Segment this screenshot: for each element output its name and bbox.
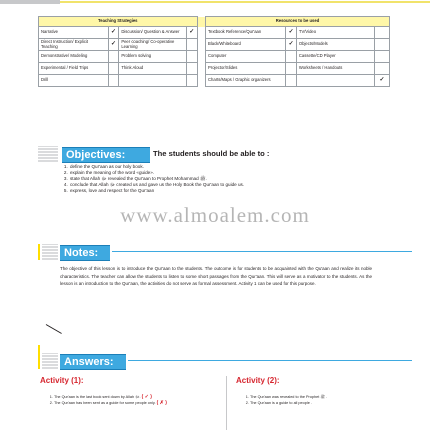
activity2-title: Activity (2): xyxy=(236,376,280,385)
tick-cell xyxy=(375,39,390,51)
table-row xyxy=(39,27,390,39)
resource-cell xyxy=(296,75,374,87)
answer-text: The Qur'aan has been sent as a guide for some people only. xyxy=(54,401,156,405)
tick-cell xyxy=(186,75,197,87)
list-item xyxy=(54,400,228,406)
true-mark: ( ✓ ) xyxy=(141,394,152,400)
top-decoration xyxy=(0,0,430,8)
list-item: 2. explain the meaning of the word «guide». xyxy=(69,170,369,176)
answer-text: The Qur'aan is the last book sent down by Allah ﷻ. xyxy=(54,395,141,399)
notes-title: Notes: xyxy=(60,245,110,261)
list-item: 1. The Qur'aan was revealed to the Prophet ﷺ . xyxy=(250,394,400,400)
activity1-title: Activity (1): xyxy=(40,376,84,385)
tick-cell xyxy=(186,39,197,51)
strategy-cell: Direct Instruction/ Explicit Teaching xyxy=(39,39,109,51)
activity2-list xyxy=(242,394,400,406)
header-resources: Resources to be used xyxy=(206,17,390,27)
tick-cell xyxy=(186,63,197,75)
strategy-cell: Experimental / Field Trips xyxy=(39,63,109,75)
table-row xyxy=(39,63,390,75)
list-item: 5. express, love and respect for the Qur'aan xyxy=(69,188,369,194)
notes-rule xyxy=(112,251,412,252)
resource-cell: Computer xyxy=(206,51,286,63)
resource-cell: Textbook Reference/Qur'aan xyxy=(206,27,286,39)
table-header-row xyxy=(39,17,390,27)
answers-rule xyxy=(128,360,412,361)
header-stripe xyxy=(38,146,58,162)
tick-cell xyxy=(375,51,390,63)
resource-cell: Charts/Maps / Graphic organizers xyxy=(206,75,286,87)
table-row xyxy=(39,39,390,51)
strategies-table xyxy=(38,16,390,87)
resource-cell: Worksheets / Handouts xyxy=(296,63,374,75)
list-item: 2. The Qur'aan is a guide to all people . xyxy=(250,400,400,406)
answers-pointer-line xyxy=(46,324,62,334)
strategy-cell: Narrative xyxy=(39,27,109,39)
top-grey-bar xyxy=(0,0,60,4)
activity1-list xyxy=(46,394,228,406)
tick-cell xyxy=(375,27,390,39)
objectives-intro: The students should be able to : xyxy=(153,149,270,158)
objectives-header xyxy=(38,146,388,162)
answers-header xyxy=(42,353,382,369)
tick-cell: ✓ xyxy=(108,27,119,39)
resource-cell: Cassette/CD Player xyxy=(296,51,374,63)
false-mark: ( ✗ ) xyxy=(156,400,167,406)
tick-cell xyxy=(108,63,119,75)
tick-cell: ✓ xyxy=(186,27,197,39)
tick-cell: ✓ xyxy=(286,39,297,51)
answers-title: Answers: xyxy=(60,354,126,370)
list-item: 4. conclude that Allah ﷻ created us and gave us the Holy Book the Qur'aan to guide us. xyxy=(69,182,369,188)
top-yellow-line xyxy=(60,1,430,3)
objectives-title: Objectives: xyxy=(62,147,150,163)
notes-yellow-bar xyxy=(38,244,40,260)
list-item: 1. define the Qur'aan as our holy book. xyxy=(69,164,369,170)
notes-text: The objective of this lesson is to introduce the Qur'aan to the students. The outcome is for students to be acquainted with the Qu'aan and realize its noble characteristics. The teacher can allow the students to listen to some short passages from the Qur'aan. This will serve as a motivator to the students. As the lesson is an introduction to the Qur'aan, the activities do not serve as formal assessment. Activity 1 can be used for this purpose. xyxy=(60,266,372,287)
tick-cell xyxy=(108,51,119,63)
watermark: www.almoalem.com xyxy=(120,203,310,227)
strategy-cell: Peer coaching/ Co-operative Learning xyxy=(119,39,187,51)
strategy-cell: Think Aloud xyxy=(119,63,187,75)
tick-cell xyxy=(286,75,297,87)
strategy-cell xyxy=(119,75,187,87)
tick-cell xyxy=(108,75,119,87)
tick-cell xyxy=(375,63,390,75)
objectives-list xyxy=(60,164,369,194)
tick-cell: ✓ xyxy=(108,39,119,51)
list-item: 3. state that Allah ﷻ revealed the Qur'aan to Prophet Mohammad ﷺ. xyxy=(69,176,369,182)
resource-cell: Projector/Slides xyxy=(206,63,286,75)
strategy-cell: Problem solving xyxy=(119,51,187,63)
header-stripe xyxy=(42,353,58,369)
table-row xyxy=(39,75,390,87)
resource-cell: TV/Video xyxy=(296,27,374,39)
tick-cell xyxy=(286,51,297,63)
activity-divider xyxy=(226,376,227,430)
table-row xyxy=(39,51,390,63)
tick-cell xyxy=(286,63,297,75)
answers-yellow-bar xyxy=(38,345,40,369)
header-stripe xyxy=(42,244,58,260)
strategy-cell: Demonstrative/ Modeling xyxy=(39,51,109,63)
header-teaching-strategies: Teaching Strategies xyxy=(39,17,198,27)
resource-cell: Black/Whiteboard xyxy=(206,39,286,51)
strategy-cell: Discussion/ Question & Answer xyxy=(119,27,187,39)
tick-cell: ✓ xyxy=(375,75,390,87)
resource-cell: Objects/Models xyxy=(296,39,374,51)
strategy-cell: Drill xyxy=(39,75,109,87)
tick-cell: ✓ xyxy=(286,27,297,39)
tick-cell xyxy=(186,51,197,63)
notes-header xyxy=(42,244,382,260)
